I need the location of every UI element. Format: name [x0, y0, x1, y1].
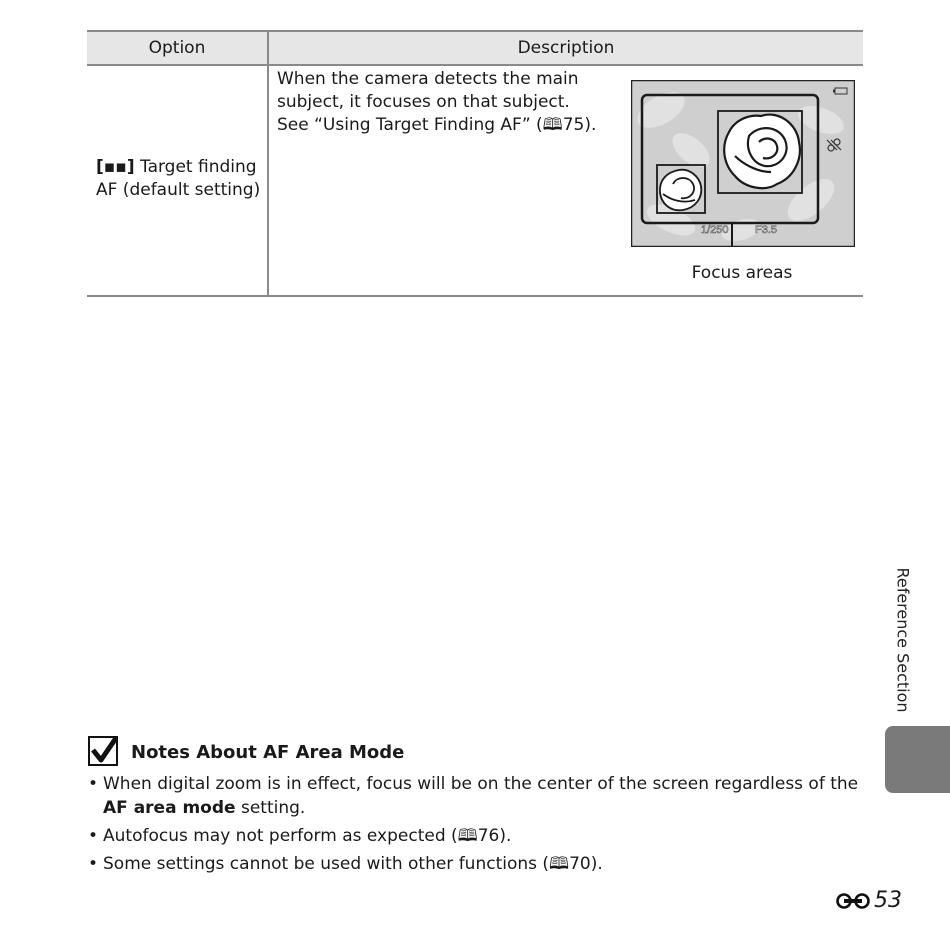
header-description: Description	[517, 38, 615, 58]
aperture-readout: F3.5	[755, 224, 778, 236]
flower-subject-icon	[724, 115, 800, 189]
bullet-bold-text: AF area mode	[103, 798, 236, 818]
focus-areas-caption: Focus areas	[691, 263, 793, 283]
check-mark-icon	[88, 736, 118, 766]
notes-title: Notes About AF Area Mode	[131, 742, 405, 763]
option-cell	[87, 156, 267, 202]
camera-screen-illustration	[631, 80, 855, 247]
list-item: • Some settings cannot be used with other functions (🕮70).	[88, 854, 603, 874]
header-option: Option	[148, 38, 206, 58]
shutter-speed-readout: 1/250	[701, 224, 729, 236]
description-line: subject, it focuses on that subject.	[277, 92, 570, 112]
bullet-text: setting.	[235, 798, 306, 818]
description-line: When the camera detects the main	[277, 69, 579, 89]
table-column-divider	[267, 32, 269, 295]
bullet-text: When digital zoom is in effect, focus will be on the center of the screen regardless of the	[103, 774, 859, 794]
notes-list	[88, 772, 868, 880]
description-line: See “Using Target Finding AF” (🕮75).	[277, 115, 597, 135]
option-name-line1: Target finding	[140, 157, 257, 177]
option-name-line2: AF (default setting)	[96, 180, 261, 200]
reference-e-icon	[836, 892, 870, 910]
page-number-value: 53	[874, 888, 902, 913]
section-side-label: Reference Section	[893, 567, 913, 713]
list-item: • When digital zoom is in effect, focus will be on the center of the screen regardless of the AF area mode setting.	[88, 774, 859, 818]
bullet-text: Autofocus may not perform as expected (🕮76).	[103, 826, 512, 846]
table-header-rule	[87, 64, 863, 66]
description-text	[277, 68, 607, 137]
table-bottom-rule	[87, 295, 863, 297]
section-tab	[885, 726, 950, 793]
bullet-text: Some settings cannot be used with other functions (🕮70).	[103, 854, 603, 874]
target-finding-af-icon: [▪▪]	[96, 157, 135, 177]
list-item: • Autofocus may not perform as expected (🕮76).	[88, 826, 512, 846]
